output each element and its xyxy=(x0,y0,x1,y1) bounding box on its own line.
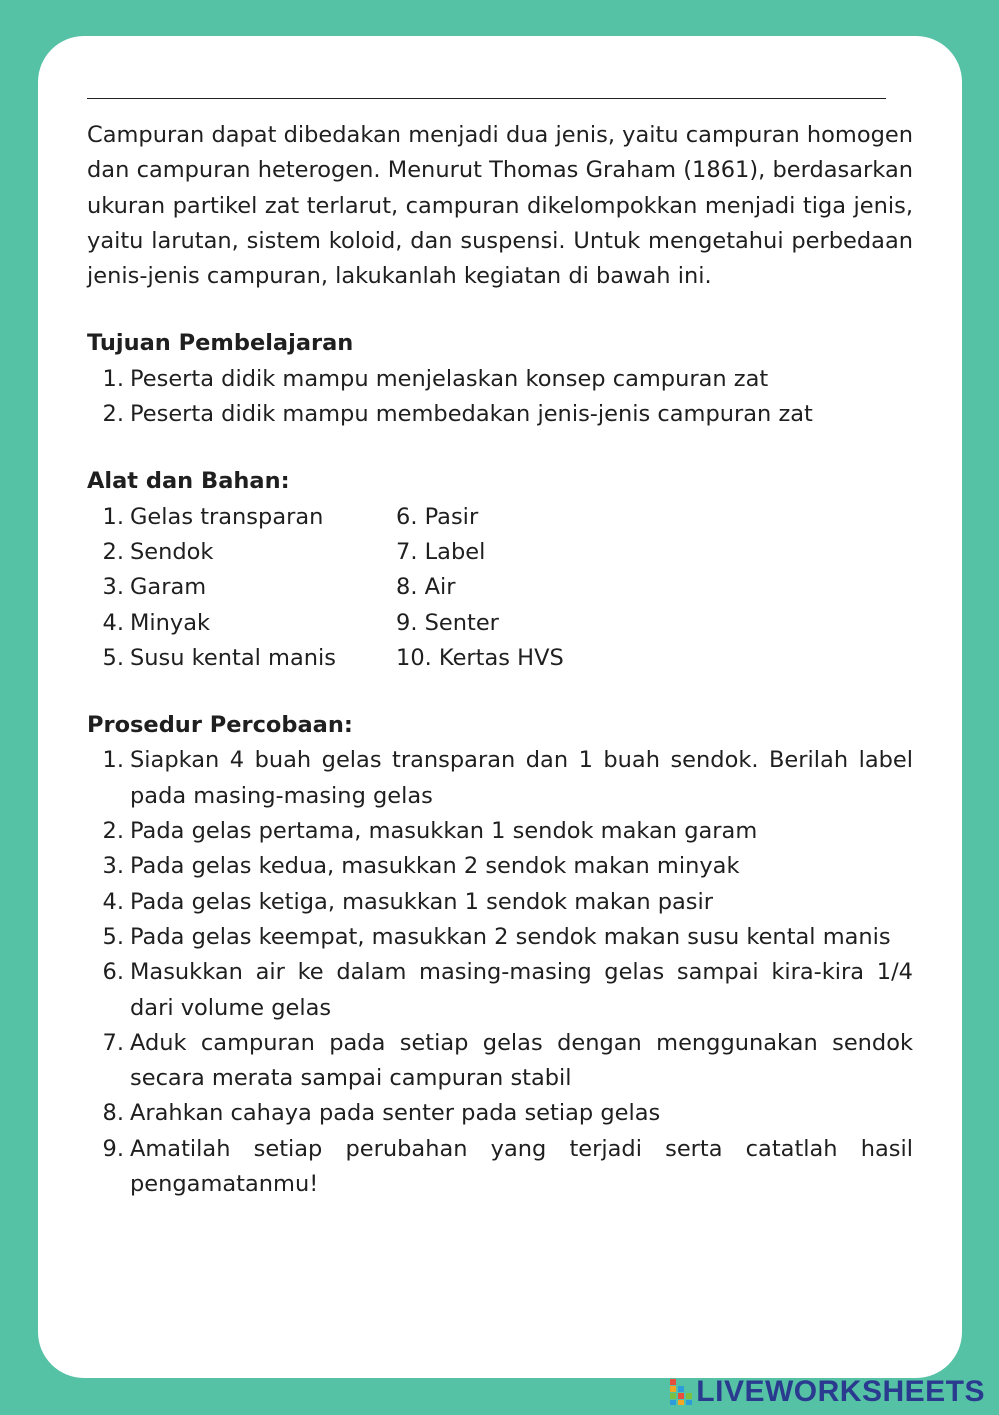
list-item: 2. Pada gelas pertama, masukkan 1 sendok makan garam xyxy=(102,818,758,845)
list-item: 4. Minyak xyxy=(102,609,211,636)
list-item: 1. Peserta didik mampu menjelaskan konsep campuran zat xyxy=(102,365,769,392)
intro-paragraph: Campuran dapat dibedakan menjadi dua jenis, yaitu campuran homogen dan campuran heterogen. Menurut Thomas Graham (1861), berdasarkan ukuran partikel zat terlarut, campuran dikelompokkan menjadi tiga jenis, yaitu larutan, sistem koloid, dan suspensi. Untuk mengetahui perbedaan jenis-jenis campuran, lakukanlah kegiatan di bawah ini. xyxy=(87,122,913,290)
prosedur-list xyxy=(87,743,913,1202)
tujuan-heading: Tujuan Pembelajaran xyxy=(87,330,354,357)
list-item: 8. Arahkan cahaya pada senter pada setiap gelas xyxy=(102,1100,661,1127)
liveworksheets-logo-icon xyxy=(670,1379,692,1405)
list-item: 7. Label xyxy=(396,538,486,565)
tujuan-list xyxy=(87,362,913,433)
alat-heading: Alat dan Bahan: xyxy=(87,468,290,495)
list-item: 1. Siapkan 4 buah gelas transparan dan 1 buah sendok. Berilah label pada masing-masing gelas xyxy=(102,747,913,809)
list-item: 9. Amatilah setiap perubahan yang terjadi serta catatlah hasil pengamatanmu! xyxy=(102,1135,913,1198)
list-item: 1. Gelas transparan xyxy=(102,503,324,530)
list-item: 10. Kertas HVS xyxy=(396,644,564,671)
list-item: 9. Senter xyxy=(396,609,499,636)
title-underline xyxy=(87,98,886,99)
list-item: 7. Aduk campuran pada setiap gelas dengan menggunakan sendok secara merata sampai campuran stabil xyxy=(102,1029,913,1092)
list-item: 3. Pada gelas kedua, masukkan 2 sendok makan minyak xyxy=(102,853,740,880)
list-item: 2. Peserta didik mampu membedakan jenis-jenis campuran zat xyxy=(102,401,813,428)
list-item: 5. Pada gelas keempat, masukkan 2 sendok makan susu kental manis xyxy=(102,923,891,950)
prosedur-heading: Prosedur Percobaan: xyxy=(87,712,353,739)
list-item: 2. Sendok xyxy=(102,538,214,565)
list-item: 6. Masukkan air ke dalam masing-masing gelas sampai kira-kira 1/4 dari volume gelas xyxy=(102,959,913,1021)
worksheet-content xyxy=(87,118,913,1202)
list-item: 4. Pada gelas ketiga, masukkan 1 sendok makan pasir xyxy=(102,888,714,915)
liveworksheets-logo-text: LIVEWORKSHEETS xyxy=(696,1375,985,1408)
alat-list-left xyxy=(87,500,396,676)
liveworksheets-logo[interactable] xyxy=(670,1377,985,1407)
alat-list xyxy=(87,500,913,676)
list-item: 8. Air xyxy=(396,574,456,601)
list-item: 3. Garam xyxy=(102,574,207,601)
worksheet-card xyxy=(38,36,962,1378)
alat-list-right xyxy=(396,500,564,676)
list-item: 6. Pasir xyxy=(396,503,479,530)
list-item: 5. Susu kental manis xyxy=(102,644,336,671)
